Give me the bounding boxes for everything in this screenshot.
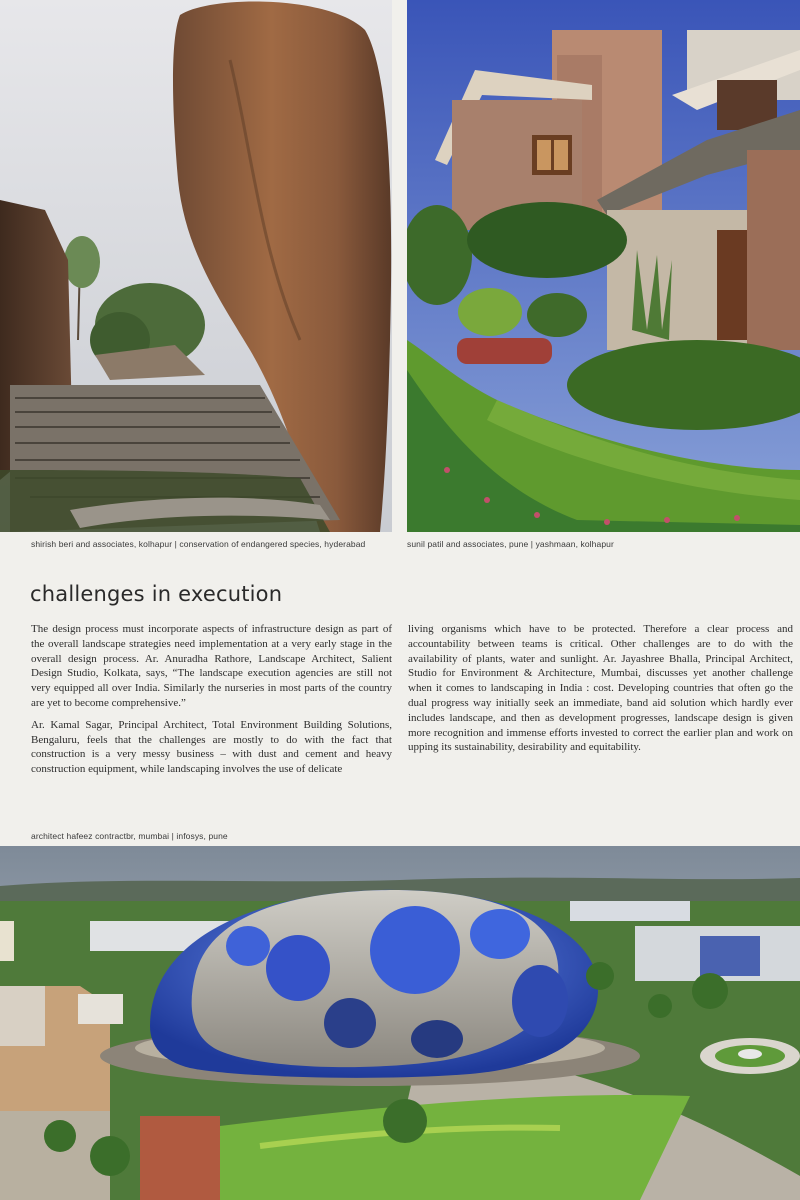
article-column-right bbox=[408, 622, 793, 762]
photo-caption-right: sunil patil and associates, pune | yashmaan, kolhapur bbox=[407, 539, 614, 549]
infosys-campus-photo bbox=[0, 846, 800, 1200]
section-heading: challenges in execution bbox=[30, 582, 283, 606]
rock-stairs-photo bbox=[0, 0, 392, 532]
photo-caption-bottom: architect hafeez contractbr, mumbai | infosys, pune bbox=[31, 831, 228, 841]
villa-garden-photo bbox=[407, 0, 800, 532]
article-paragraph: living organisms which have to be protected. Therefore a clear process and accountability between teams is critical. Other challenges are to do with the availability of plants, water and sunlight. Ar. Jayashree Bhalla, Principal Architect, Studio for Environment & Architecture, Mumbai, discusses yet another challenge when it comes to landscaping in India : cost. Developing countries that often go the dual progress way initially seek an immediate, band aid solution which hardly ever includes landscape, and then as development progresses, landscape design is given more recognition and immense efforts invested to correct the earlier plan and work on upping its sustainability, desirability and equitability. bbox=[408, 623, 793, 754]
article-paragraph: Ar. Kamal Sagar, Principal Architect, Total Environment Building Solutions, Bengaluru, feels that the challenges are mostly to do with the fact that construction is a very messy business – with dust and cement and heavy construction equipment, while landscaping involves the use of delicate bbox=[31, 718, 392, 776]
article-paragraph: The design process must incorporate aspects of infrastructure design as part of the overall landscape strategies need implementation at a very early stage in the overall design process. Ar. Anuradha Rathore, Landscape Architect, Salient Design Studio, Kolkata, says, “The landscape execution agencies are still not very equipped all over India. Similarly the nurseries in most parts of the country are yet to become comprehensive.” bbox=[31, 623, 392, 709]
photo-caption-left: shirish beri and associates, kolhapur | conservation of endangered species, hyderabad bbox=[31, 539, 366, 549]
article-column-left bbox=[31, 622, 392, 784]
